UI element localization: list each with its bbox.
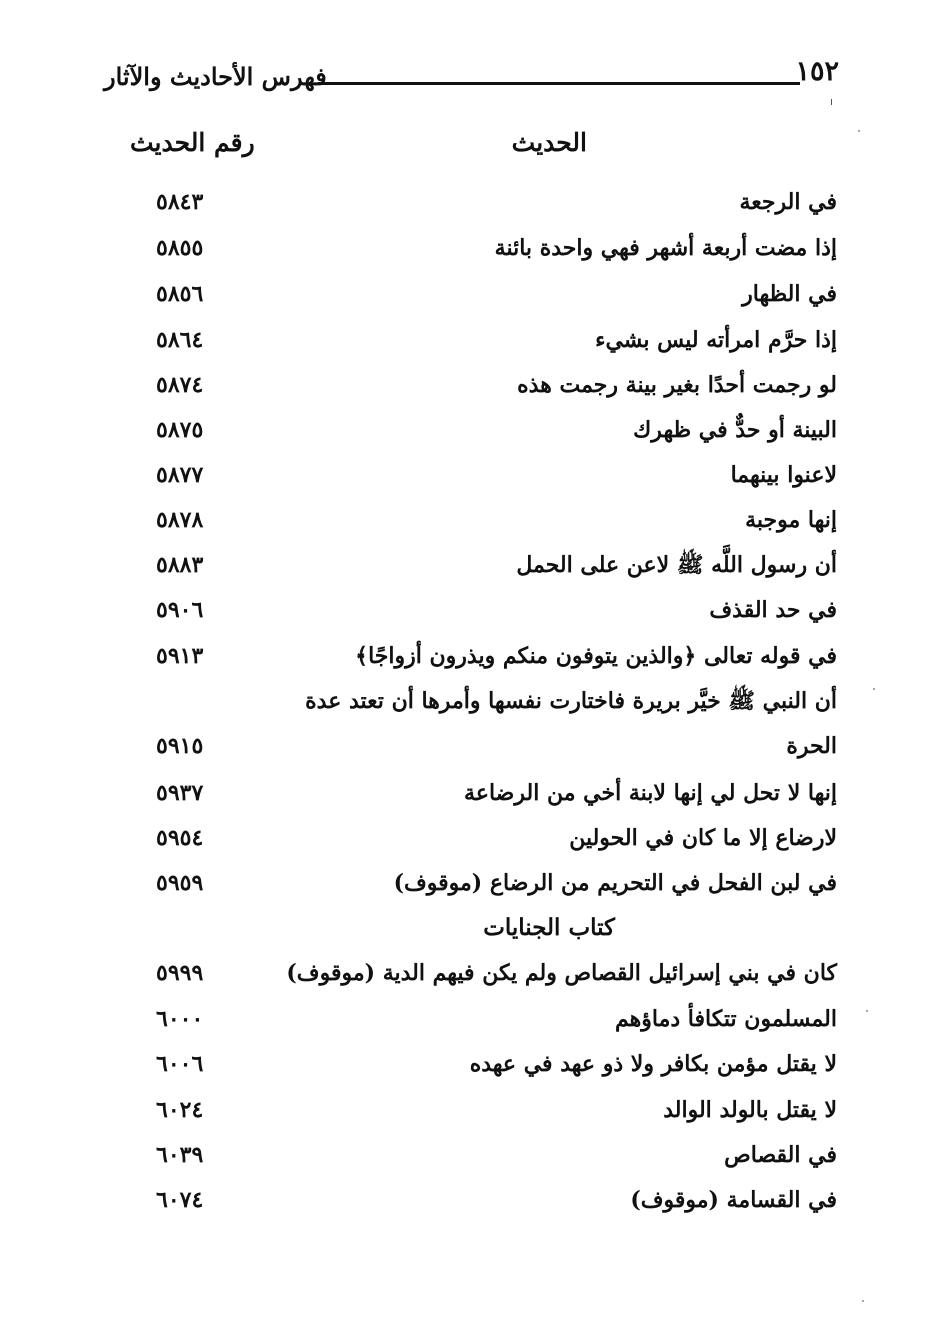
index-entry (0, 1133, 927, 1177)
entry-number: ٥٨٧٥ (156, 417, 204, 443)
index-entry (0, 997, 927, 1041)
entry-number: ٥٨٥٦ (156, 281, 204, 307)
index-entry (0, 1178, 927, 1222)
entry-number: ٦٠٣٩ (156, 1142, 204, 1168)
entry-text: في الرجعة (739, 189, 837, 215)
header-rule (318, 82, 800, 85)
entry-text: المسلمون تتكافأ دماؤهم (615, 1006, 837, 1032)
entry-text: أن النبي ﷺ خيَّر بريرة فاختارت نفسها وأمرها أن تعتد عدة (305, 688, 837, 714)
entry-text: لا يقتل مؤمن بكافر ولا ذو عهد في عهده (469, 1051, 837, 1077)
index-entry (0, 318, 927, 362)
entry-number: ٥٩١٣ (156, 643, 204, 669)
index-entry (0, 1042, 927, 1086)
entry-text: في الظهار (742, 281, 837, 307)
column-head-number: رقم الحديث (130, 128, 255, 157)
index-entry (0, 1088, 927, 1132)
entry-number: ٥٩٥٩ (156, 870, 204, 896)
scan-speck (866, 1010, 868, 1012)
index-entry (0, 771, 927, 815)
index-entry (0, 634, 927, 678)
index-entry (0, 363, 927, 407)
index-entry (0, 498, 927, 542)
entry-number: ٥٩٩٩ (156, 960, 204, 986)
index-entry (0, 724, 927, 768)
entry-text: لاعنوا بينهما (730, 462, 837, 488)
entry-number: ٥٨٧٤ (156, 372, 204, 398)
entry-text: إنها موجبة (745, 507, 837, 533)
entry-text: لو رجمت أحدًا بغير بينة رجمت هذه (517, 372, 837, 398)
entry-number: ٥٨٥٥ (156, 235, 204, 261)
entry-number: ٥٩٥٤ (156, 825, 204, 851)
entry-number: ٦٠٠٠ (156, 1006, 204, 1032)
entry-number: ٥٩٠٦ (156, 597, 204, 623)
scan-speck (862, 1300, 864, 1302)
entry-number: ٥٨٧٧ (156, 462, 204, 488)
index-entry (0, 543, 927, 587)
entry-number: ٥٩١٥ (156, 733, 204, 759)
entry-text: في حد القذف (709, 597, 837, 623)
entry-number: ٥٨٨٣ (156, 552, 204, 578)
entry-text: كان في بني إسرائيل القصاص ولم يكن فيهم الدية (موقوف) (286, 960, 837, 986)
entry-text: إنها لا تحل لي إنها لابنة أخي من الرضاعة (464, 780, 837, 806)
section-heading (0, 906, 927, 950)
entry-text: في القصاص (724, 1142, 837, 1168)
entry-text: الحرة (786, 733, 837, 759)
entry-number: ٥٨٤٣ (156, 189, 204, 215)
index-entry (0, 588, 927, 632)
column-head-hadith: الحديث (511, 128, 587, 157)
index-entry (0, 861, 927, 905)
section-title: كتاب الجنايات (483, 914, 615, 941)
entry-number: ٥٨٧٨ (156, 507, 204, 533)
entry-number: ٦٠٧٤ (156, 1187, 204, 1213)
entry-text: إذا حرَّم امرأته ليس بشيء (595, 327, 837, 353)
index-entry (0, 816, 927, 860)
entry-text: البينة أو حدٌّ في ظهرك (633, 417, 837, 443)
index-entry (0, 453, 927, 497)
entry-text: في قوله تعالى ﴿والذين يتوفون منكم ويذرون أزواجًا﴾ (355, 643, 837, 669)
entry-number: ٦٠٢٤ (156, 1097, 204, 1123)
entry-text: في القسامة (موقوف) (630, 1187, 837, 1213)
index-entry (0, 679, 927, 723)
scan-speck (873, 688, 875, 690)
index-entry (0, 180, 927, 224)
entry-text: لا يقتل بالولد الوالد (663, 1097, 837, 1123)
entry-text: أن رسول اللَّه ﷺ لاعن على الحمل (516, 552, 837, 578)
entry-number: ٥٨٦٤ (156, 327, 204, 353)
page-number: ١٥٢ (795, 56, 839, 87)
index-entry (0, 272, 927, 316)
entry-text: إذا مضت أربعة أشهر فهي واحدة بائنة (494, 235, 837, 261)
index-entry (0, 408, 927, 452)
entry-number: ٦٠٠٦ (156, 1051, 204, 1077)
entry-text: في لبن الفحل في التحريم من الرضاع (موقوف) (393, 870, 837, 896)
running-title: فهرس الأحاديث والآثار (104, 62, 327, 91)
index-entry (0, 951, 927, 995)
print-mark (831, 99, 832, 105)
scan-speck (858, 130, 860, 132)
entry-number: ٥٩٣٧ (156, 780, 204, 806)
entry-text: لارضاع إلا ما كان في الحولين (569, 825, 837, 851)
index-entry (0, 226, 927, 270)
